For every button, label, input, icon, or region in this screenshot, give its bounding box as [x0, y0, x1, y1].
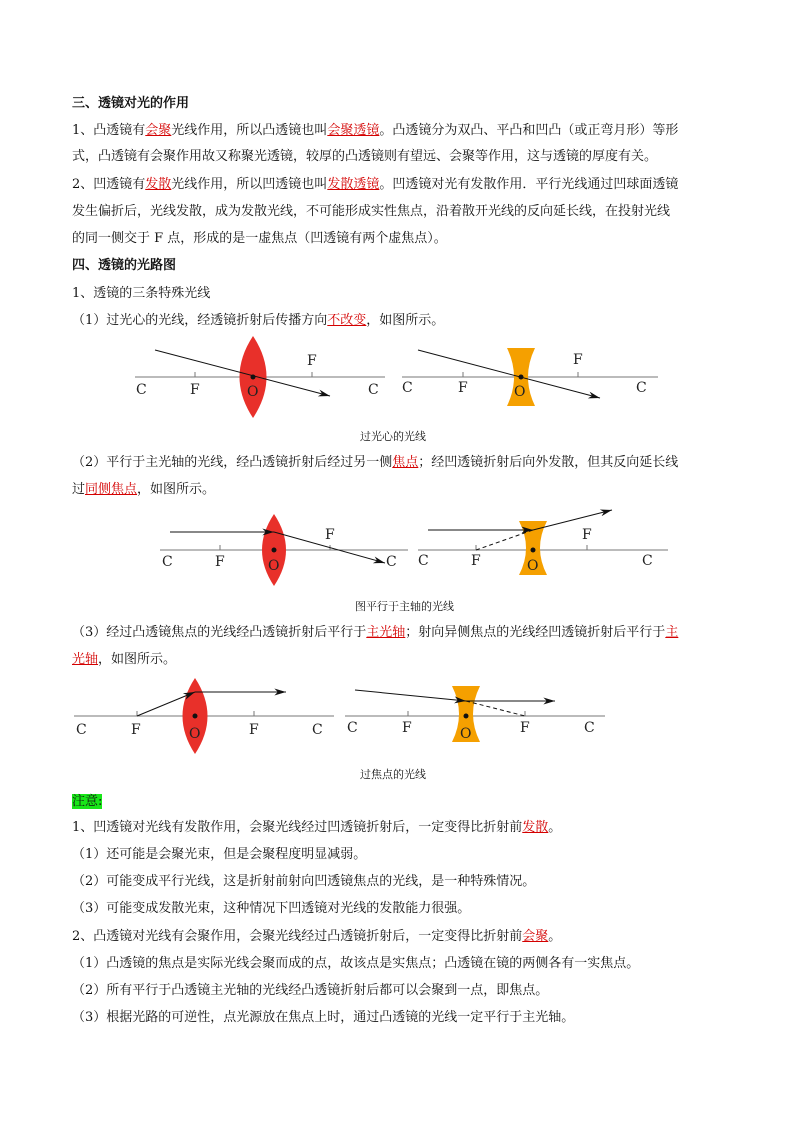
note2-item2: （2）所有平行于凸透镜主光轴的光线经凸透镜折射后都可以会聚到一点，即焦点。: [72, 983, 549, 998]
kw-converge: 会聚: [145, 123, 172, 138]
kw-converge: 会聚: [522, 929, 549, 944]
t: 过: [72, 482, 86, 497]
caption-focus-rays: 过焦点的光线: [360, 768, 426, 781]
ray: [355, 690, 466, 701]
rule3-line2: [72, 650, 176, 670]
note2: [72, 927, 561, 947]
s3-para2-line2: 发生偏折后，光线发散，成为发散光线，不可能形成实性焦点，沿着散开光线的反向延长线，在投射光线: [72, 204, 671, 219]
optical-center: [464, 714, 469, 719]
diagram-focus-rays: [0, 676, 794, 756]
section3-title: 三、透镜对光的作用: [72, 96, 190, 111]
t: 。: [548, 929, 562, 944]
t: （1）过光心的光线，经透镜折射后传播方向: [72, 313, 328, 328]
note-title-row: [72, 792, 102, 812]
s3-para2-line1: [72, 175, 678, 195]
label-o: O: [460, 726, 472, 742]
label-c: C: [418, 553, 429, 569]
diagram-parallel-rays: [0, 508, 794, 588]
kw-principal-axis: 主: [665, 625, 679, 640]
kw-unchanged: 不改变: [327, 313, 367, 328]
label-f: F: [215, 554, 225, 570]
rule2-line2: [72, 480, 215, 500]
section4-title: 四、透镜的光路图: [72, 258, 177, 273]
label-c: C: [347, 720, 358, 736]
kw-focus: 焦点: [392, 455, 419, 470]
t: 光线作用，所以凸透镜也叫: [171, 123, 328, 138]
label-f: F: [307, 353, 317, 369]
s3-para1-line2: 式，凸透镜有会聚作用故又称聚光透镜，较厚的凸透镜则有望远、会聚等作用，这与透镜的厚度有关。: [72, 149, 658, 164]
optical-center: [531, 548, 536, 553]
label-c: C: [368, 382, 379, 398]
diagram-center-rays: [0, 330, 794, 420]
rule2-line1: [72, 453, 678, 473]
t: ，如图所示。: [98, 652, 177, 667]
t: ，如图所示。: [137, 482, 216, 497]
t: （3）经过凸透镜焦点的光线经凸透镜折射后平行于: [72, 625, 367, 640]
label-f: F: [471, 553, 481, 569]
rule3-line1: [72, 623, 678, 643]
t: ；射向异侧焦点的光线经凹透镜折射后平行于: [405, 625, 666, 640]
t: 。: [548, 820, 562, 835]
s3-para1-line1: [72, 121, 678, 141]
label-c: C: [76, 722, 87, 738]
t: ；经凹透镜折射后向外发散，但其反向延长线: [418, 455, 679, 470]
t: 1、凹透镜对光线有发散作用，会聚光线经过凹透镜折射后，一定变得比折射前: [72, 820, 523, 835]
t: 2、凸透镜对光线有会聚作用，会聚光线经过凸透镜折射后，一定变得比折射前: [72, 929, 523, 944]
optical-center: [519, 375, 524, 380]
note2-item1: （1）凸透镜的焦点是实际光线会聚而成的点，故该点是实焦点；凸透镜在镜的两侧各有一实焦点。: [72, 956, 640, 971]
label-c: C: [402, 380, 413, 396]
kw-diverge: 发散: [145, 177, 172, 192]
caption-parallel-rays: 图平行于主轴的光线: [355, 600, 454, 613]
label-f: F: [325, 527, 335, 543]
kw-principal-axis: 主光轴: [366, 625, 406, 640]
t: 光线作用，所以凹透镜也叫: [171, 177, 328, 192]
kw-converging-lens: 会聚透镜: [327, 123, 380, 138]
note1-item1: （1）还可能是会聚光束，但是会聚程度明显减弱。: [72, 847, 367, 862]
note-badge: 注意:: [72, 794, 103, 809]
rule1: [72, 311, 444, 331]
optical-center: [193, 714, 198, 719]
label-c: C: [584, 720, 595, 736]
t: 。凹透镜对光有发散作用．平行光线通过凹球面透镜: [379, 177, 679, 192]
label-f: F: [249, 722, 259, 738]
label-f: F: [458, 380, 468, 396]
t: 。凸透镜分为双凸、平凸和凹凸（或正弯月形）等形: [379, 123, 679, 138]
label-c: C: [136, 382, 147, 398]
label-o: O: [527, 558, 539, 574]
kw-same-side-focus: 同侧焦点: [85, 482, 138, 497]
label-o: O: [514, 384, 526, 400]
label-c: C: [642, 553, 653, 569]
label-o: O: [268, 558, 280, 574]
label-c: C: [162, 554, 173, 570]
kw-principal-axis: 光轴: [72, 652, 99, 667]
label-f: F: [582, 527, 592, 543]
optical-center: [251, 375, 256, 380]
label-f: F: [573, 352, 583, 368]
label-f: F: [131, 722, 141, 738]
t: ，如图所示。: [366, 313, 445, 328]
kw-diverging-lens: 发散透镜: [327, 177, 380, 192]
caption-center-rays: 过光心的光线: [360, 430, 426, 443]
note1-item3: （3）可能变成发散光束，这种情况下凹透镜对光线的发散能力很强。: [72, 901, 471, 916]
s4-subtitle: 1、透镜的三条特殊光线: [72, 286, 211, 301]
label-o: O: [189, 726, 201, 742]
ray: [533, 510, 612, 530]
label-c: C: [386, 554, 397, 570]
optical-center: [272, 548, 277, 553]
label-c: C: [312, 722, 323, 738]
note1: [72, 818, 561, 838]
kw-diverge: 发散: [522, 820, 549, 835]
t: 1、凸透镜有: [72, 123, 146, 138]
label-f: F: [520, 720, 530, 736]
label-f: F: [402, 720, 412, 736]
label-c: C: [636, 380, 647, 396]
s3-para2-line3: 的同一侧交于 F 点，形成的是一虚焦点（凹透镜有两个虚焦点）。: [72, 231, 447, 246]
label-f: F: [190, 382, 200, 398]
t: （2）平行于主光轴的光线，经凸透镜折射后经过另一侧: [72, 455, 393, 470]
note2-item3: （3）根据光路的可逆性，点光源放在焦点上时，通过凸透镜的光线一定平行于主光轴。: [72, 1010, 575, 1025]
note1-item2: （2）可能变成平行光线，这是折射前射向凹透镜焦点的光线，是一种特殊情况。: [72, 874, 536, 889]
virtual-ray: [466, 701, 525, 716]
label-o: O: [247, 384, 259, 400]
t: 2、凹透镜有: [72, 177, 146, 192]
virtual-ray: [476, 530, 533, 550]
